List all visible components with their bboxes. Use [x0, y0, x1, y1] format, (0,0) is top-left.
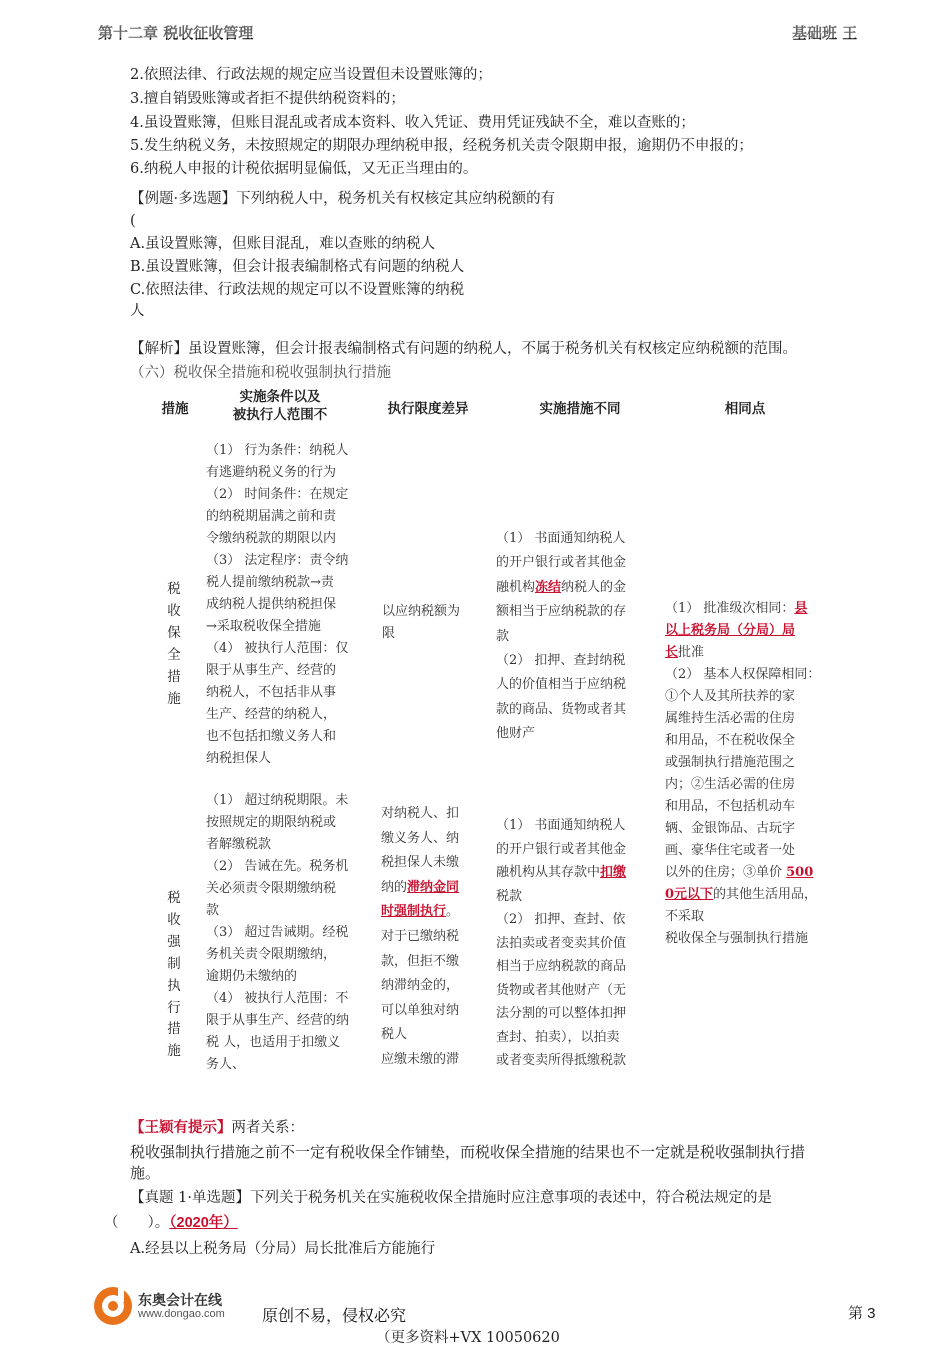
keyword: 0元以下 [665, 887, 714, 902]
common-line [665, 642, 835, 664]
text: 。 [446, 904, 460, 920]
exam-question [130, 1187, 772, 1209]
text: 批准 [678, 645, 705, 660]
common-line: 和用品，不包括机动车 [665, 799, 796, 814]
measure-line: 款的商品、货物或者其 [496, 701, 627, 717]
exam-text: 下列关于税务机关在实施税收保全措施时应注意事项的表述中，符合税法规定的是 [249, 1190, 772, 1206]
brand-url[interactable]: www.dongao.com [138, 1308, 225, 1320]
condition-line: 生产、经营的纳税人， [206, 707, 337, 722]
list-item: 4.虽设置账簿，但账目混乱或者成本资料、收入凭证、费用凭证残缺不全，难以查账的； [130, 115, 695, 131]
list-item: 2.依照法律、行政法规的规定应当设置但未设置账簿的； [130, 67, 492, 83]
analysis-text: 虽设置账簿，但会计报表编制格式有问题的纳税人，不属于税务机关有权核定应纳税额的范围。 [188, 341, 797, 357]
example-label: 【例题·多选题】 [130, 191, 237, 207]
measure-line: 货物或者其他财产（无 [496, 982, 627, 998]
common-line: ①个人及其所扶养的家 [665, 689, 796, 704]
condition-line: 逾期仍未缴纳的 [206, 969, 298, 984]
text: 的其他生活用品， [713, 887, 818, 902]
condition-line: 税人提前缴纳税款→责 [206, 575, 334, 590]
measure-line: 法拍卖或者变卖其价值 [496, 935, 627, 951]
condition-line: （3） 法定程序：责令纳 [206, 553, 349, 568]
analysis-label: 【解析】 [130, 341, 188, 357]
example-paren: ( [130, 213, 136, 229]
keyword-approval: 以上税务局（分局）局 [665, 623, 796, 638]
condition-line: 成纳税人提供纳税担保 [206, 597, 337, 612]
row2-limit [381, 802, 481, 1073]
option-c-cont: 人 [130, 303, 145, 319]
exam-year: （2020年） [169, 1215, 238, 1231]
measure-line: 的开户银行或者其他金 [496, 841, 627, 857]
chapter-title: 第十二章 税收征收管理 [98, 24, 254, 42]
condition-line: 纳税人，不包括非从事 [206, 685, 337, 700]
limit-line: 对于已缴纳税 [381, 928, 460, 944]
common-line [665, 884, 835, 906]
condition-line: 令缴纳税款的期限以内 [206, 531, 337, 546]
limit-line: 缴义务人、纳 [381, 830, 460, 846]
option-a: A.虽设置账簿，但账目混乱，难以查账的纳税人 [130, 236, 436, 252]
option-b: B.虽设置账簿，但会计报表编制格式有问题的纳税人 [130, 259, 465, 275]
keyword-deduct: 扣缴 [600, 865, 627, 880]
name-char: 税 [167, 890, 181, 906]
keyword: 500 [786, 865, 814, 880]
condition-line: 的纳税期届满之前和责 [206, 509, 337, 524]
measure-line: （1） 书面通知纳税人 [496, 818, 626, 833]
condition-line: （2） 告诫在先。税务机 [206, 859, 349, 874]
common-line: （2） 基本人权保障相同： [665, 667, 821, 682]
common-line: 或强制执行措施范围之 [665, 755, 796, 770]
table-header-conditions [210, 388, 350, 424]
condition-line: （3） 超过告诫期。经税 [206, 925, 349, 940]
common-line: 和用品，不在税收保全 [665, 733, 796, 748]
condition-line: 也不包括扣缴义务人和 [206, 729, 337, 744]
text: 融机构从其存款中 [496, 865, 601, 880]
tip-lead: 两者关系： [231, 1120, 304, 1136]
condition-line: 务人、 [206, 1057, 246, 1072]
limit-line: 以应纳税额为 [382, 604, 461, 619]
common-line [665, 598, 835, 620]
table-header-measure: 措施 [161, 401, 189, 416]
text: （1） 批准级次相同： [665, 601, 795, 616]
condition-line: 者解缴税款 [206, 837, 272, 852]
condition-line: →采取税收保全措施 [206, 619, 321, 634]
name-char: 行 [167, 999, 181, 1016]
row2-conditions [206, 790, 371, 1076]
condition-line: 纳税担保人 [206, 751, 272, 766]
tip-label: 【王颖有提示】 [130, 1119, 232, 1136]
common-line: 画、豪华住宅或者一处 [665, 843, 796, 858]
limit-line: 纳滞纳金的， [381, 978, 460, 994]
row1-measure-name [166, 578, 182, 710]
condition-line: 限于从事生产、经营的 [206, 663, 337, 678]
more-info: （更多资料+VX 10050620 [376, 1330, 560, 1346]
analysis [130, 338, 797, 360]
common-line: 税收保全与强制执行措施 [665, 931, 809, 946]
text: 纳的 [381, 879, 408, 895]
common-line: 不采取 [665, 909, 705, 924]
keyword: 长 [665, 645, 679, 660]
keyword-freeze: 冻结 [535, 579, 562, 595]
class-label: 基础班 王 [792, 24, 858, 42]
condition-line: （1） 行为条件：纳税人 [206, 443, 349, 458]
limit-line: 应缴未缴的滞 [381, 1051, 460, 1067]
measure-line: 款 [496, 628, 510, 644]
copyright-slogan: 原创不易，侵权必究 [262, 1308, 407, 1325]
exam-paren-line [104, 1212, 238, 1234]
limit-line: 限 [382, 626, 396, 641]
measure-line: （1） 书面通知纳税人 [496, 531, 626, 546]
list-item: 5.发生纳税义务，未按照规定的期限办理纳税申报，经税务机关责令限期申报，逾期仍不申报的； [130, 138, 753, 154]
condition-line: 务机关责令限期缴纳， [206, 947, 337, 962]
name-char: 执 [167, 977, 181, 994]
limit-line [381, 900, 481, 925]
name-char: 施 [167, 691, 181, 707]
row1-measures [496, 527, 656, 747]
name-char: 措 [167, 669, 181, 685]
keyword: 县 [794, 601, 808, 616]
table-header-measures: 实施措施不同 [539, 401, 621, 416]
measure-line: 的开户银行或者其他金 [496, 555, 627, 571]
table-header-limit: 执行限度差异 [387, 401, 469, 416]
name-char: 保 [167, 625, 181, 641]
name-char: 收 [167, 911, 181, 928]
condition-line: （1） 超过纳税期限。未 [206, 793, 349, 808]
common-points [665, 598, 835, 950]
header-line: 被执行人范围不 [232, 407, 328, 422]
example-text: 下列纳税人中，税务机关有权核定其应纳税额的有 [236, 191, 556, 207]
tip-text: 税收强制执行措施之前不一定有税收保全作铺垫，而税收保全措施的结果也不一定就是税收强制执行措 [130, 1143, 806, 1161]
text: 纳税人的金 [561, 579, 627, 595]
option-c: C.依照法律、行政法规的规定可以不设置账簿的纳税 [130, 282, 465, 298]
measure-line: 人的价值相当于应纳税 [496, 677, 627, 693]
table-header-common: 相同点 [724, 401, 766, 416]
exam-option-a: A.经县以上税务局（分局）局长批准后方能施行 [130, 1241, 436, 1257]
row1-conditions [206, 440, 366, 770]
limit-line: 对纳税人、扣 [381, 806, 460, 821]
name-char: 强 [167, 933, 181, 950]
name-char: 措 [167, 1021, 181, 1038]
common-line: 辆、金银饰品、古玩字 [665, 821, 796, 836]
measure-line: 查封、拍卖），以拍卖 [496, 1029, 620, 1045]
exam-paren: （ ）。 [104, 1215, 170, 1231]
common-line: 属维持生活必需的住房 [665, 711, 796, 726]
exam-label: 【真题 1·单选题】 [130, 1190, 250, 1206]
condition-line: 限于从事生产、经营的纳 [206, 1013, 350, 1028]
name-char: 税 [167, 581, 181, 597]
measure-line: 法分割的可以整体扣押 [496, 1006, 627, 1021]
dongao-logo-icon [92, 1285, 134, 1327]
list-item: 3.擅自销毁账簿或者拒不提供纳税资料的； [130, 91, 405, 107]
text: 以外的住房；③单价 [665, 865, 787, 880]
measure-line: （2） 扣押、查封、依 [496, 912, 626, 927]
example-question [130, 188, 555, 210]
condition-line: （4） 被执行人范围：仅 [206, 641, 349, 656]
measure-line [496, 576, 656, 600]
measure-line: 相当于应纳税款的商品 [496, 959, 627, 974]
measure-line: 税款 [496, 888, 523, 904]
limit-line: 税人 [381, 1027, 408, 1043]
row1-limit [382, 601, 482, 645]
condition-line: 关必须责令限期缴纳税 [206, 881, 337, 896]
keyword-late-fee: 滞纳金同 [407, 879, 460, 895]
condition-line: （4） 被执行人范围：不 [206, 991, 349, 1006]
page-number: 第 3 [848, 1305, 876, 1322]
header-line: 实施条件以及 [239, 389, 321, 404]
section-title: （六）税收保全措施和税收强制执行措施 [130, 365, 391, 381]
name-char: 收 [167, 603, 181, 619]
name-char: 施 [167, 1043, 181, 1060]
name-char: 制 [167, 955, 181, 972]
measure-line: （2） 扣押、查封纳税 [496, 653, 626, 669]
condition-line: 款 [206, 903, 220, 918]
limit-line [381, 876, 481, 901]
measure-line: 他财产 [496, 726, 536, 742]
common-line: 内；②生活必需的住房 [665, 777, 796, 792]
measure-line: 或者变卖所得抵缴税款 [496, 1053, 627, 1068]
row2-measure-name [166, 888, 182, 1063]
keyword-enforce: 时强制执行 [381, 904, 447, 920]
condition-line: 税 人，也适用于扣缴义 [206, 1035, 341, 1050]
row2-measures [496, 814, 656, 1073]
condition-line: （2） 时间条件：在规定 [206, 487, 349, 502]
text: 融机构 [496, 579, 536, 595]
limit-line: 税担保人未缴 [381, 855, 460, 871]
name-char: 全 [167, 647, 181, 663]
tip-heading [130, 1117, 304, 1139]
header-fade [0, 0, 950, 38]
condition-line: 按照规定的期限纳税或 [206, 815, 337, 830]
tip-text-cont: 施。 [130, 1164, 161, 1182]
common-line [665, 862, 835, 884]
brand-name: 东奥会计在线 [138, 1292, 222, 1308]
list-item: 6.纳税人申报的计税依据明显偏低，又无正当理由的。 [130, 161, 478, 177]
measure-line: 额相当于应纳税款的存 [496, 604, 627, 620]
condition-line: 有逃避纳税义务的行为 [206, 465, 337, 480]
limit-line: 可以单独对纳 [381, 1002, 460, 1018]
measure-line [496, 861, 656, 885]
limit-line: 款，但拒不缴 [381, 953, 460, 969]
